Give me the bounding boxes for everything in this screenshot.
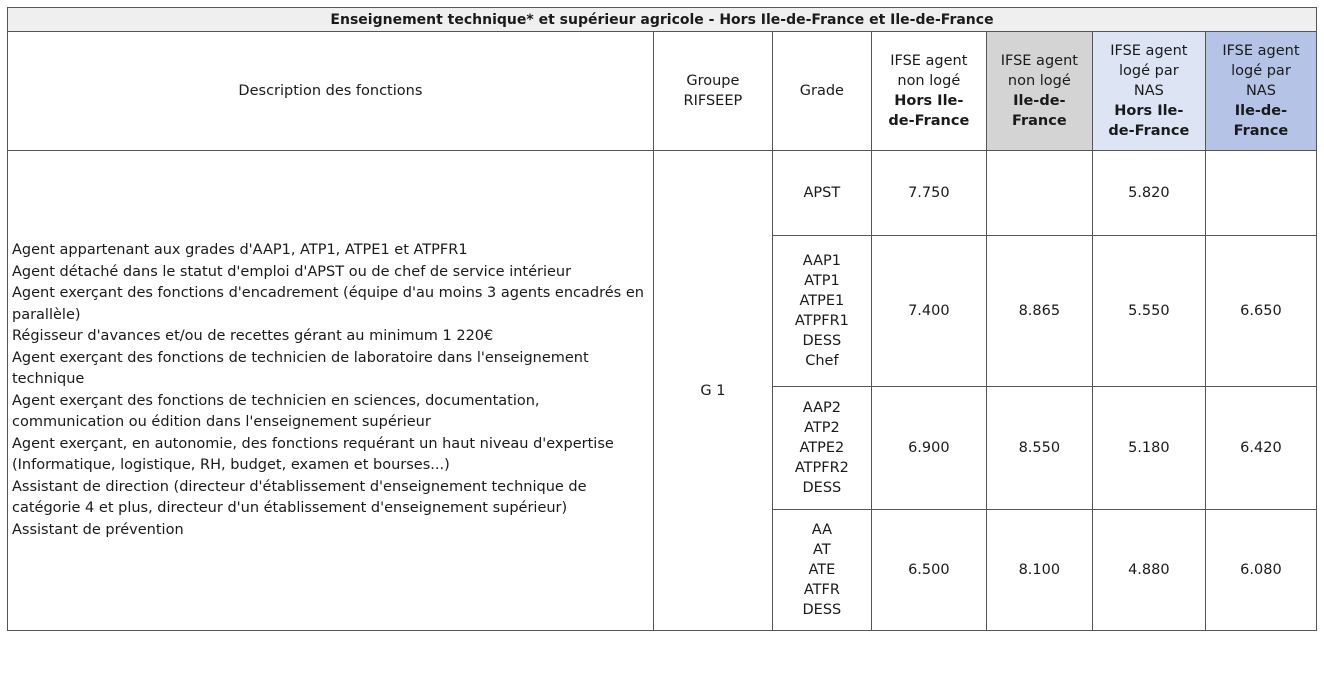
description-line: Agent appartenant aux grades d'AAP1, ATP1, ATPE1 et ATPFR1 (12, 242, 468, 258)
header-col1-bold1: Hors Ile- (894, 93, 964, 109)
header-col3-line1: IFSE agent (1110, 43, 1188, 59)
grade-item: DESS (802, 480, 842, 496)
description-line: Assistant de prévention (12, 521, 184, 538)
value-loge-idf: 6.420 (1205, 387, 1316, 510)
value-nonloge-hors-idf: 7.750 (871, 151, 986, 236)
header-col2-line2: non logé (1007, 73, 1071, 89)
header-description: Description des fonctions (8, 32, 654, 151)
header-groupe-line2: RIFSEEP (683, 93, 743, 109)
header-loge-idf (1205, 32, 1316, 151)
header-col4-bold1: Ile-de- (1234, 103, 1288, 119)
header-col2-line1: IFSE agent (1000, 53, 1078, 69)
value-loge-hors-idf: 5.550 (1092, 236, 1205, 387)
header-col4-line2: logé par (1231, 63, 1291, 79)
value-nonloge-idf: 8.865 (986, 236, 1092, 387)
header-grade: Grade (772, 32, 871, 151)
grade-item: ATFR (803, 582, 840, 598)
value-loge-hors-idf: 4.880 (1092, 510, 1205, 631)
table-title: Enseignement technique* et supérieur agricole - Hors Ile-de-France et Ile-de-France (8, 8, 1317, 32)
grade-item: ATP2 (804, 420, 840, 436)
value-nonloge-idf (986, 151, 1092, 236)
value-nonloge-idf: 8.550 (986, 387, 1092, 510)
title-row (8, 8, 1317, 32)
header-nonloge-hors-idf (871, 32, 986, 151)
header-col3-bold1: Hors Ile- (1114, 103, 1184, 119)
grade-item: AT (813, 542, 831, 558)
value-loge-hors-idf: 5.820 (1092, 151, 1205, 236)
description-line: Agent exerçant des fonctions de technicien de laboratoire dans l'enseignement technique (12, 349, 589, 387)
header-nonloge-idf (986, 32, 1092, 151)
value-nonloge-hors-idf: 7.400 (871, 236, 986, 387)
value-loge-idf: 6.080 (1205, 510, 1316, 631)
grade-item: ATP1 (804, 273, 840, 289)
value-loge-idf: 6.650 (1205, 236, 1316, 387)
header-loge-hors-idf (1092, 32, 1205, 151)
header-col2-bold1: Ile-de- (1013, 93, 1066, 109)
description-line: Agent exerçant des fonctions de technicien en sciences, documentation, communication ou édition dans l'enseignement supérieur (12, 392, 540, 430)
header-col1-line2: non logé (897, 73, 961, 89)
grade-item: ATE (808, 562, 836, 578)
grade-cell (772, 151, 871, 236)
description-line: Assistant de direction (directeur d'établissement d'enseignement technique de catégorie 4 et plus, directeur d'un établissement d'enseignement supérieur) (12, 478, 587, 516)
grade-item: AAP1 (802, 253, 841, 269)
grade-item: AA (811, 522, 832, 538)
description-line: Agent détaché dans le statut d'emploi d'APST ou de chef de service intérieur (12, 263, 572, 280)
ifse-table (7, 7, 1317, 631)
header-col2-bold2: France (1012, 113, 1067, 129)
grade-item: ATPFR1 (794, 313, 849, 329)
header-col3-bold2: de-France (1108, 123, 1190, 139)
grade-item: DESS (802, 602, 842, 618)
grade-cell (772, 236, 871, 387)
grade-item: ATPE2 (799, 440, 845, 456)
description-line: Régisseur d'avances et/ou de recettes gérant au minimum 1 220€ (12, 328, 494, 344)
value-nonloge-hors-idf: 6.500 (871, 510, 986, 631)
header-groupe (653, 32, 772, 151)
value-nonloge-hors-idf: 6.900 (871, 387, 986, 510)
header-col3-line3: NAS (1133, 83, 1164, 99)
header-col4-line1: IFSE agent (1222, 43, 1300, 59)
header-row (8, 32, 1317, 151)
header-col3-line2: logé par (1119, 63, 1179, 79)
grade-item: Chef (805, 353, 839, 369)
grade-cell (772, 387, 871, 510)
grade-item: ATPFR2 (794, 460, 849, 476)
description-line: Agent exerçant des fonctions d'encadrement (équipe d'au moins 3 agents encadrés en parallèle) (12, 285, 644, 323)
value-nonloge-idf: 8.100 (986, 510, 1092, 631)
grade-item: ATPE1 (799, 293, 845, 309)
grade-item: APST (803, 185, 841, 201)
description-cell (8, 151, 654, 631)
header-col4-line3: NAS (1245, 83, 1276, 99)
value-loge-idf (1205, 151, 1316, 236)
header-col1-bold2: de-France (888, 113, 970, 129)
table-row (8, 151, 1317, 236)
grade-item: DESS (802, 333, 842, 349)
description-line: Agent exerçant, en autonomie, des fonctions requérant un haut niveau d'expertise (Informatique, logistique, RH, budget, examen et bourses...) (12, 435, 614, 473)
grade-cell (772, 510, 871, 631)
header-groupe-line1: Groupe (686, 73, 740, 89)
header-col4-bold2: France (1233, 123, 1289, 139)
header-col1-line1: IFSE agent (890, 53, 968, 69)
value-loge-hors-idf: 5.180 (1092, 387, 1205, 510)
groupe-cell: G 1 (653, 151, 772, 631)
grade-item: AAP2 (802, 400, 841, 416)
